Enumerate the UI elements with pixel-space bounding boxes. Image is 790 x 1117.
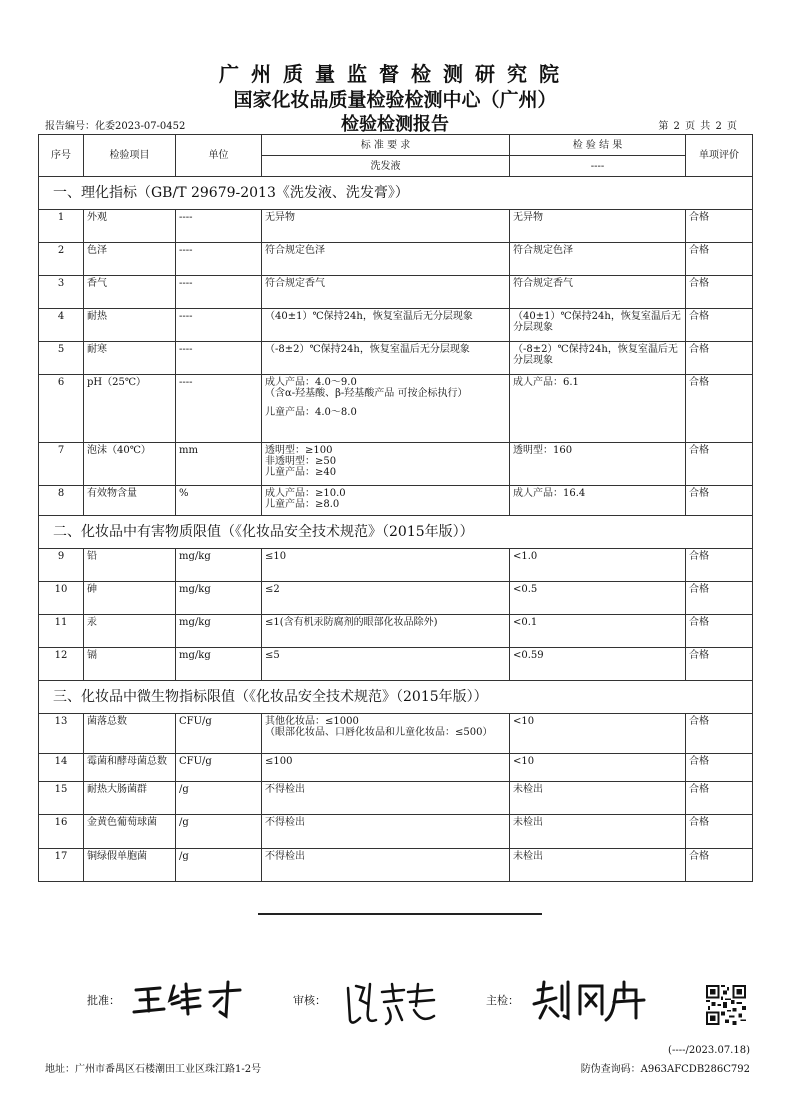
section-title: 一、理化指标（GB/T 29679-2013《洗发液、洗发膏》） (39, 177, 753, 210)
cell-unit: CFU/g (176, 754, 262, 782)
cell-standard (262, 375, 510, 443)
cell-evaluation: 合格 (686, 443, 753, 486)
report-date: (----/2023.07.18) (668, 1045, 750, 1056)
cell-result: <1.0 (510, 549, 686, 582)
cell-result: （40±1）℃保持24h，恢复室温后无分层现象 (510, 309, 686, 342)
cell-unit: ---- (176, 210, 262, 243)
section-row (39, 681, 753, 714)
standard-line: 成人产品：4.0～9.0 (265, 377, 357, 388)
cell-unit: % (176, 486, 262, 516)
cell-standard: 符合规定色泽 (262, 243, 510, 276)
header-standard-sub: 洗发液 (262, 156, 510, 177)
standard-line: （眼部化妆品、口唇化妆品和儿童化妆品：≤500） (265, 727, 493, 738)
table-row (39, 615, 753, 648)
cell-unit: ---- (176, 342, 262, 375)
inspector-signature (530, 978, 650, 1024)
cell-seq: 4 (39, 309, 84, 342)
cell-result: 透明型：160 (510, 443, 686, 486)
cell-evaluation: 合格 (686, 754, 753, 782)
cell-evaluation: 合格 (686, 243, 753, 276)
cell-evaluation: 合格 (686, 615, 753, 648)
cell-result: 未检出 (510, 815, 686, 849)
table-row (39, 582, 753, 615)
cell-evaluation: 合格 (686, 210, 753, 243)
standard-line: 儿童产品：≥40 (265, 467, 337, 478)
standard-line: 儿童产品：4.0～8.0 (265, 407, 357, 418)
cell-evaluation: 合格 (686, 849, 753, 882)
cell-item: 香气 (84, 276, 176, 309)
cell-unit: /g (176, 815, 262, 849)
cell-result: <0.59 (510, 648, 686, 681)
table-row (39, 549, 753, 582)
cell-standard (262, 714, 510, 754)
cell-standard: ≤10 (262, 549, 510, 582)
header-evaluation: 单项评价 (686, 135, 753, 177)
cell-item: 铅 (84, 549, 176, 582)
cell-evaluation: 合格 (686, 486, 753, 516)
header-seq: 序号 (39, 135, 84, 177)
center-name: 国家化妆品质量检验检测中心（广州） (233, 89, 557, 111)
cell-seq: 9 (39, 549, 84, 582)
cell-evaluation: 合格 (686, 815, 753, 849)
cell-standard: 不得检出 (262, 815, 510, 849)
cell-seq: 8 (39, 486, 84, 516)
cell-seq: 17 (39, 849, 84, 882)
cell-standard: 符合规定香气 (262, 276, 510, 309)
cell-item: 泡沫（40℃） (84, 443, 176, 486)
header-result: 检 验 结 果 (510, 135, 686, 156)
approve-signature (130, 978, 250, 1022)
cell-evaluation: 合格 (686, 582, 753, 615)
end-of-table-rule (258, 913, 542, 915)
cell-seq: 6 (39, 375, 84, 443)
cell-item: 霉菌和酵母菌总数 (84, 754, 176, 782)
cell-item: 色泽 (84, 243, 176, 276)
cell-seq: 5 (39, 342, 84, 375)
cell-seq: 12 (39, 648, 84, 681)
table-row (39, 714, 753, 754)
cell-seq: 15 (39, 782, 84, 815)
cell-item: 耐热 (84, 309, 176, 342)
section-row (39, 516, 753, 549)
cell-result: 未检出 (510, 849, 686, 882)
cell-seq: 10 (39, 582, 84, 615)
cell-unit: /g (176, 849, 262, 882)
report-number: 报告编号：化委2023-07-0452 (45, 121, 186, 132)
cell-result: 成人产品：6.1 (510, 375, 686, 443)
cell-result: 成人产品：16.4 (510, 486, 686, 516)
cell-item: 砷 (84, 582, 176, 615)
table-row (39, 309, 753, 342)
cell-unit: ---- (176, 309, 262, 342)
cell-standard: （40±1）℃保持24h，恢复室温后无分层现象 (262, 309, 510, 342)
cell-result: 未检出 (510, 782, 686, 815)
cell-standard: 无异物 (262, 210, 510, 243)
section-title: 二、化妆品中有害物质限值（《化妆品安全技术规范》（2015年版）） (39, 516, 753, 549)
cell-standard: ≤5 (262, 648, 510, 681)
cell-seq: 14 (39, 754, 84, 782)
cell-evaluation: 合格 (686, 309, 753, 342)
table-row (39, 648, 753, 681)
cell-standard: 不得检出 (262, 849, 510, 882)
table-row (39, 486, 753, 516)
cell-item: 菌落总数 (84, 714, 176, 754)
cell-evaluation: 合格 (686, 276, 753, 309)
standard-line: （含α-羟基酸、β-羟基酸产品 可按企标执行） (265, 388, 468, 399)
cell-seq: 11 (39, 615, 84, 648)
cell-item: 外观 (84, 210, 176, 243)
qr-code-icon (706, 985, 746, 1025)
standard-line: 成人产品：≥10.0 (265, 488, 346, 499)
header-standard: 标 准 要 求 (262, 135, 510, 156)
header-result-sub: ---- (510, 156, 686, 177)
table-row (39, 243, 753, 276)
cell-item: 镉 (84, 648, 176, 681)
cell-item: pH（25℃） (84, 375, 176, 443)
cell-standard (262, 486, 510, 516)
cell-item: 有效物含量 (84, 486, 176, 516)
table-row (39, 815, 753, 849)
institute-name: 广州质量监督检测研究院 (219, 62, 571, 86)
cell-seq: 1 (39, 210, 84, 243)
header-unit: 单位 (176, 135, 262, 177)
header-item: 检验项目 (84, 135, 176, 177)
cell-unit: mm (176, 443, 262, 486)
cell-result: <10 (510, 714, 686, 754)
table-row (39, 754, 753, 782)
section-row (39, 177, 753, 210)
review-signature (342, 980, 442, 1030)
cell-unit: CFU/g (176, 714, 262, 754)
cell-seq: 2 (39, 243, 84, 276)
cell-item: 金黄色葡萄球菌 (84, 815, 176, 849)
cell-evaluation: 合格 (686, 549, 753, 582)
table-row (39, 210, 753, 243)
cell-result: <10 (510, 754, 686, 782)
cell-result: （-8±2）℃保持24h，恢复室温后无分层现象 (510, 342, 686, 375)
cell-standard: ≤2 (262, 582, 510, 615)
cell-item: 耐热大肠菌群 (84, 782, 176, 815)
cell-item: 汞 (84, 615, 176, 648)
cell-seq: 3 (39, 276, 84, 309)
cell-seq: 16 (39, 815, 84, 849)
cell-unit: mg/kg (176, 582, 262, 615)
cell-unit: ---- (176, 243, 262, 276)
cell-unit: mg/kg (176, 549, 262, 582)
inspection-table (38, 134, 753, 882)
table-row (39, 782, 753, 815)
approve-label: 批准： (87, 994, 120, 1007)
table-row (39, 276, 753, 309)
cell-standard (262, 443, 510, 486)
cell-evaluation: 合格 (686, 782, 753, 815)
standard-line: 非透明型：≥50 (265, 456, 337, 467)
cell-unit: ---- (176, 375, 262, 443)
cell-evaluation: 合格 (686, 714, 753, 754)
cell-unit: mg/kg (176, 615, 262, 648)
cell-evaluation: 合格 (686, 648, 753, 681)
cell-standard: ≤100 (262, 754, 510, 782)
cell-standard: （-8±2）℃保持24h，恢复室温后无分层现象 (262, 342, 510, 375)
cell-item: 耐寒 (84, 342, 176, 375)
cell-standard: 不得检出 (262, 782, 510, 815)
cell-seq: 7 (39, 443, 84, 486)
anti-fake-code: 防伪查询码：A963AFCDB286C792 (580, 1064, 750, 1075)
table-row (39, 375, 753, 443)
cell-evaluation: 合格 (686, 375, 753, 443)
standard-line: 儿童产品：≥8.0 (265, 499, 340, 510)
cell-unit: mg/kg (176, 648, 262, 681)
table-row (39, 342, 753, 375)
cell-unit: /g (176, 782, 262, 815)
review-label: 审核： (293, 994, 326, 1007)
address: 地址：广州市番禺区石楼潮田工业区珠江路1-2号 (45, 1064, 262, 1075)
cell-result: 无异物 (510, 210, 686, 243)
cell-unit: ---- (176, 276, 262, 309)
standard-line: 透明型：≥100 (265, 445, 333, 456)
cell-item: 铜绿假单胞菌 (84, 849, 176, 882)
table-row (39, 849, 753, 882)
cell-result: 符合规定色泽 (510, 243, 686, 276)
cell-result: <0.1 (510, 615, 686, 648)
cell-seq: 13 (39, 714, 84, 754)
cell-standard: ≤1(含有机汞防腐剂的眼部化妆品除外) (262, 615, 510, 648)
page-info: 第 2 页 共 2 页 (658, 121, 738, 132)
table-row (39, 443, 753, 486)
report-title: 检验检测报告 (341, 114, 449, 135)
table-header-row (39, 135, 753, 156)
cell-result: 符合规定香气 (510, 276, 686, 309)
cell-result: <0.5 (510, 582, 686, 615)
standard-line: 其他化妆品：≤1000 (265, 716, 359, 727)
section-title: 三、化妆品中微生物指标限值（《化妆品安全技术规范》（2015年版）） (39, 681, 753, 714)
cell-evaluation: 合格 (686, 342, 753, 375)
inspector-label: 主检： (486, 994, 519, 1007)
